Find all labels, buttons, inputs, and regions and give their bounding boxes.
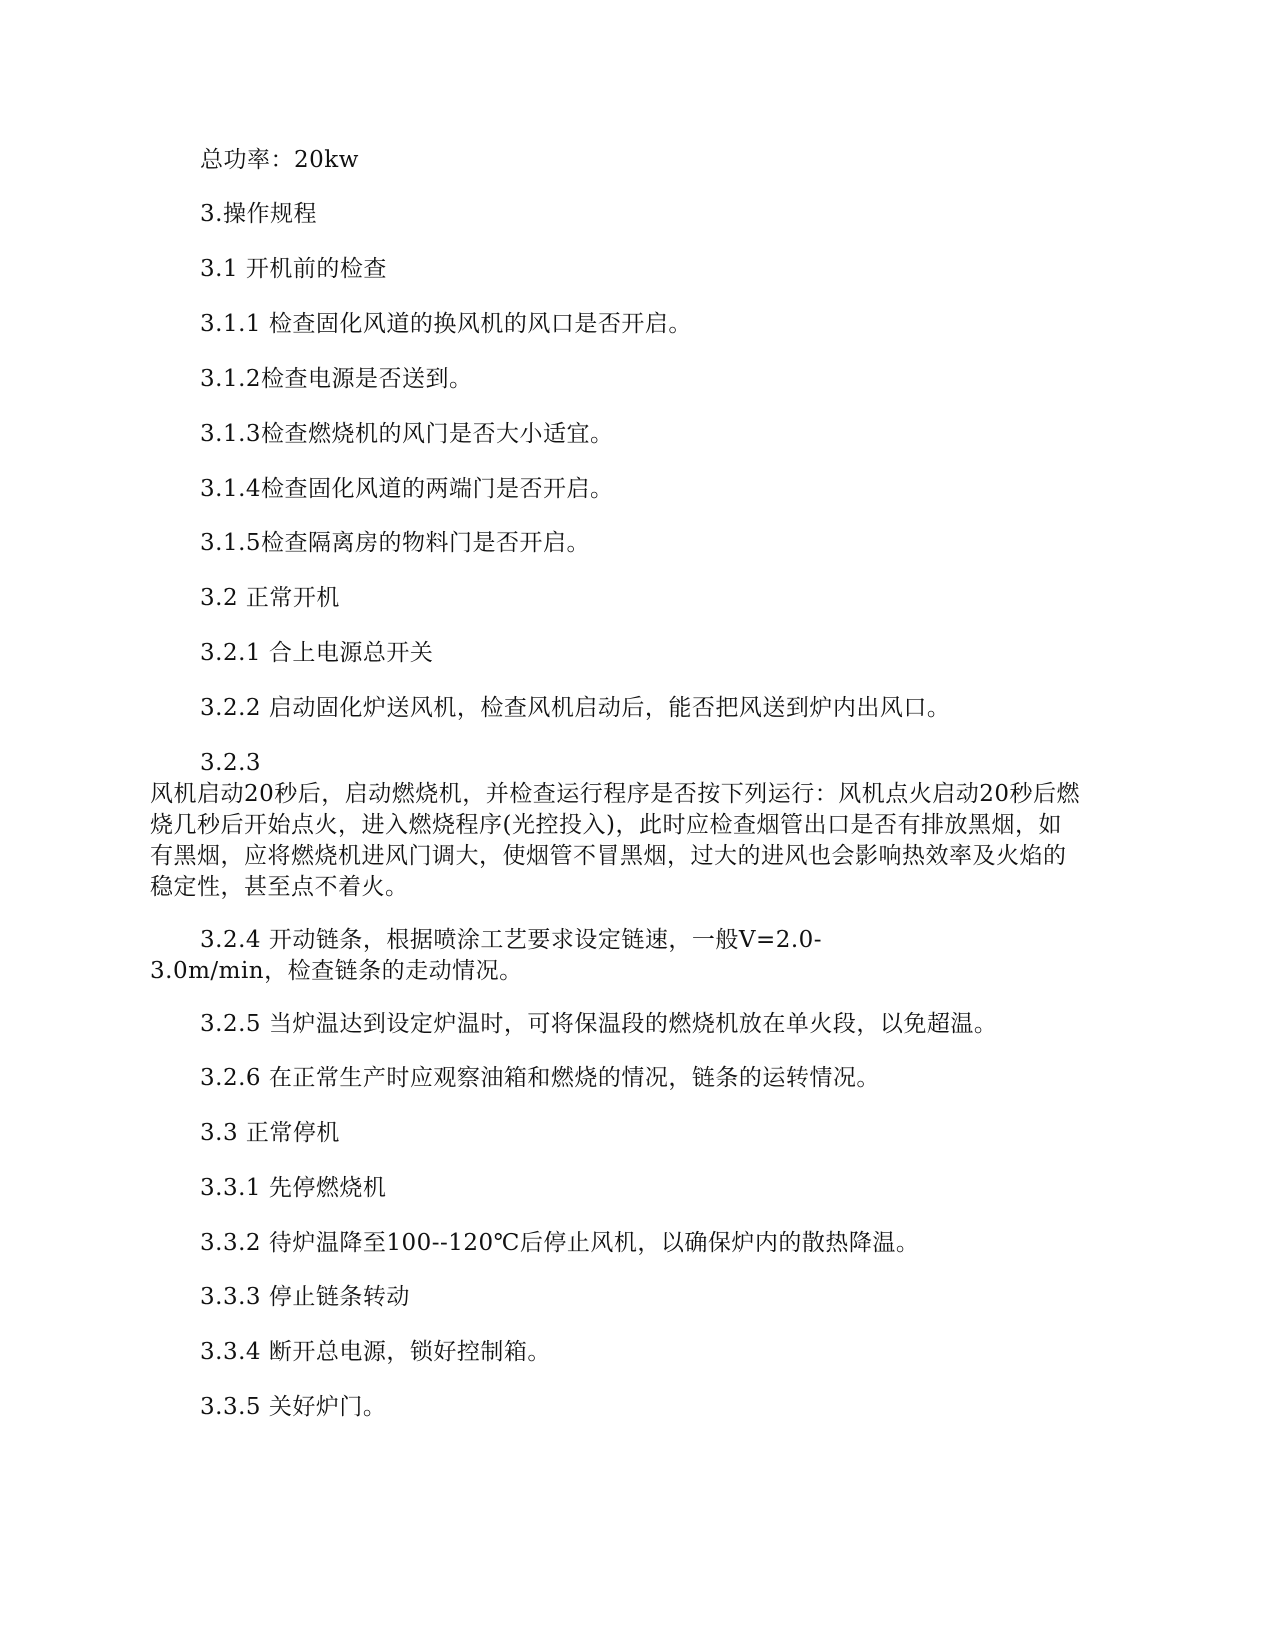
item-3-3-1: 3.3.1 先停燃烧机 xyxy=(200,1175,387,1201)
item-3-3-3: 3.3.3 停止链条转动 xyxy=(200,1284,410,1310)
item-3-2-4 xyxy=(150,925,1130,987)
item-3-3-2: 3.3.2 待炉温降至100--120℃后停止风机，以确保炉内的散热降温。 xyxy=(200,1230,920,1256)
item-3-3-4: 3.3.4 断开总电源，锁好控制箱。 xyxy=(200,1339,551,1365)
item-3-2-5: 3.2.5 当炉温达到设定炉温时，可将保温段的燃烧机放在单火段，以免超温。 xyxy=(200,1011,998,1037)
item-3-1-2: 3.1.2检查电源是否送到。 xyxy=(200,366,473,392)
item-3-2-3 xyxy=(150,748,1130,903)
section-3-3-heading: 3.3 正常停机 xyxy=(200,1120,340,1146)
item-3-1-3: 3.1.3检查燃烧机的风门是否大小适宜。 xyxy=(200,421,614,447)
item-3-2-1: 3.2.1 合上电源总开关 xyxy=(200,640,434,666)
item-3-2-3-text-line: 风机启动20秒后，启动燃烧机，并检查运行程序是否按下列运行：风机点火启动20秒后燃 xyxy=(150,781,1081,807)
item-3-2-4-first-line: 3.2.4 开动链条，根据喷涂工艺要求设定链速，一般V=2.0- xyxy=(200,927,823,953)
item-3-2-3-text-line: 烧几秒后开始点火，进入燃烧程序(光控投入)，此时应检查烟管出口是否有排放黑烟，如 xyxy=(150,812,1062,838)
item-3-1-1: 3.1.1 检查固化风道的换风机的风口是否开启。 xyxy=(200,311,692,337)
item-3-2-3-text-line: 有黑烟，应将燃烧机进风门调大，使烟管不冒黑烟，过大的进风也会影响热效率及火焰的 xyxy=(150,843,1067,869)
section-3-heading: 3.操作规程 xyxy=(200,201,317,227)
item-3-3-5: 3.3.5 关好炉门。 xyxy=(200,1394,387,1420)
item-3-2-3-text-line: 稳定性，甚至点不着火。 xyxy=(150,874,409,900)
item-3-1-4: 3.1.4检查固化风道的两端门是否开启。 xyxy=(200,476,614,502)
total-power-line: 总功率：20kw xyxy=(200,147,359,173)
section-3-2-heading: 3.2 正常开机 xyxy=(200,585,340,611)
item-3-2-6: 3.2.6 在正常生产时应观察油箱和燃烧的情况，链条的运转情况。 xyxy=(200,1065,880,1091)
section-3-1-heading: 3.1 开机前的检查 xyxy=(200,256,387,282)
item-3-2-3-number: 3.2.3 xyxy=(200,750,262,776)
item-3-2-4-second-line: 3.0m/min，检查链条的走动情况。 xyxy=(150,958,523,984)
item-3-2-2: 3.2.2 启动固化炉送风机，检查风机启动后，能否把风送到炉内出风口。 xyxy=(200,695,951,721)
item-3-1-5: 3.1.5检查隔离房的物料门是否开启。 xyxy=(200,530,591,556)
